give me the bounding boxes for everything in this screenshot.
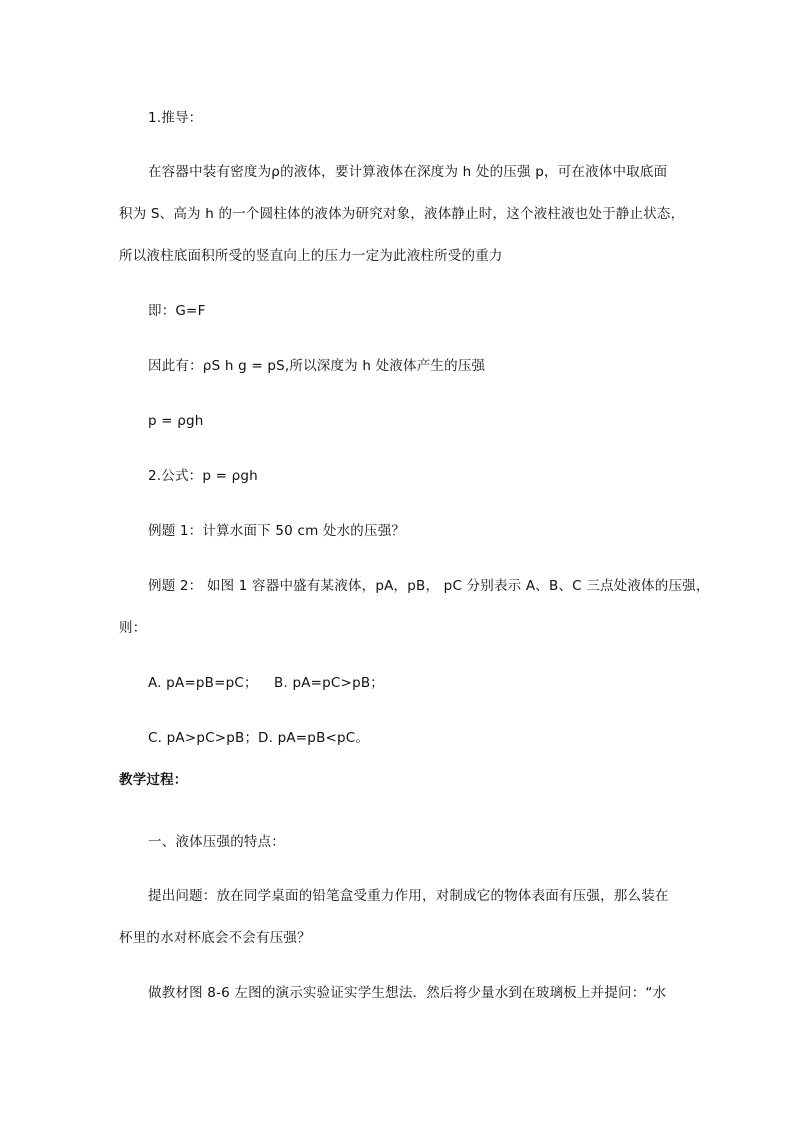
options-row-1 [148,674,548,692]
derivation-paragraph-line-3: 所以液柱底面积所受的竖直向上的压力一定为此液柱所受的重力 [119,248,503,264]
equation-g-equals-f: 即：G=F [148,303,206,319]
teaching-process-heading: 教学过程： [119,772,188,788]
options-row-2 [148,729,548,747]
derivation-paragraph-line-1: 在容器中装有密度为ρ的液体，要计算液体在深度为 h 处的压强 p，可在液体中取底面 [148,164,668,180]
example-1: 例题 1：计算水面下 50 cm 处水的压强？ [148,523,406,539]
formula-line: 2.公式：p = ρgh [148,468,258,484]
option-d: D. pA=pB<pC。 [258,730,370,746]
equation-pressure-result: p = ρgh [148,413,204,429]
option-c: C. pA>pC>pB； [148,730,259,746]
option-b: B. pA=pC>pB； [274,675,384,691]
derivation-heading: 1.推导： [148,110,203,126]
example-2-line-2: 则： [119,620,147,636]
liquid-pressure-subheading: 一、液体压强的特点： [148,834,285,850]
derivation-paragraph-line-2: 积为 S、高为 h 的一个圆柱体的液体为研究对象，液体静止时，这个液柱液也处于静止状态， [119,206,685,222]
equation-pressure-derivation: 因此有：ρS h g = pS,所以深度为 h 处液体产生的压强 [148,358,486,374]
example-2-line-1: 例题 2： 如图 1 容器中盛有某液体，pA，pB， pC 分别表示 A、B、C 三点处液体的压强， [148,578,710,594]
question-line-1: 提出问题：放在同学桌面的铅笔盒受重力作用，对制成它的物体表面有压强，那么装在 [148,888,669,904]
demo-line-1: 做教材图 8-6 左图的演示实验证实学生想法．然后将少量水到在玻璃板上并提问：“水 [148,985,667,1001]
option-a: A. pA=pB=pC； [148,675,258,691]
question-line-2: 杯里的水对杯底会不会有压强？ [119,930,311,946]
